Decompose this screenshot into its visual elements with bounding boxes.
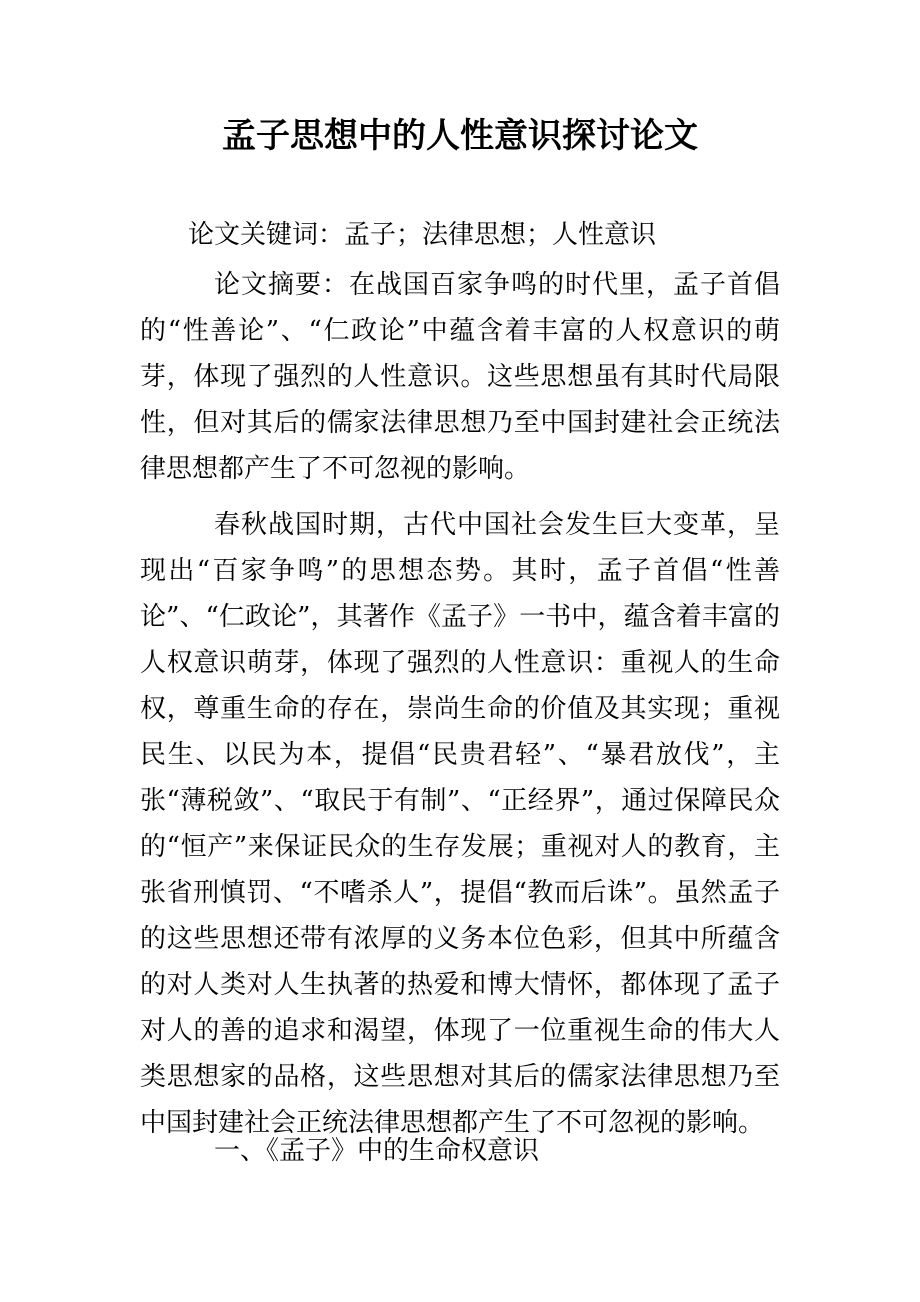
section-heading: 一、《孟子》中的生命权意识 (214, 1136, 540, 1166)
body-paragraph: 春秋战国时期，古代中国社会发生巨大变革，呈现出“百家争鸣”的思想态势。其时，孟子首倡“性善论”、“仁政论”，其著作《孟子》一书中，蕴含着丰富的人权意识萌芽，体现了强烈的人性意识：重视人的生命权，尊重生命的存在，崇尚生命的价值及其实现；重视民生、以民为本，提倡“民贵君轻”、“暴君放伐”，主张“薄税敛”、“取民于有制”、“正经界”，通过保障民众的“恒产”来保证民众的生存发展；重视对人的教育，主张省刑慎罚、“不嗜杀人”，提倡“教而后诛”。虽然孟子的这些思想还带有浓厚的义务本位色彩，但其中所蕴含的对人类对人生执著的热爱和博大情怀，都体现了孟子对人的善的追求和渴望，体现了一位重视生命的伟大人类思想家的品格，这些思想对其后的儒家法律思想乃至中国封建社会正统法律思想都产生了不可忽视的影响。 (140, 510, 780, 1138)
abstract-paragraph: 论文摘要：在战国百家争鸣的时代里，孟子首倡的“性善论”、“仁政论”中蕴含着丰富的人权意识的萌芽，体现了强烈的人性意识。这些思想虽有其时代局限性，但对其后的儒家法律思想乃至中国封建社会正统法律思想都产生了不可忽视的影响。 (140, 270, 780, 484)
keywords-line: 论文关键词：孟子；法律思想；人性意识 (188, 220, 657, 250)
document-title: 孟子思想中的人性意识探讨论文 (222, 116, 698, 156)
